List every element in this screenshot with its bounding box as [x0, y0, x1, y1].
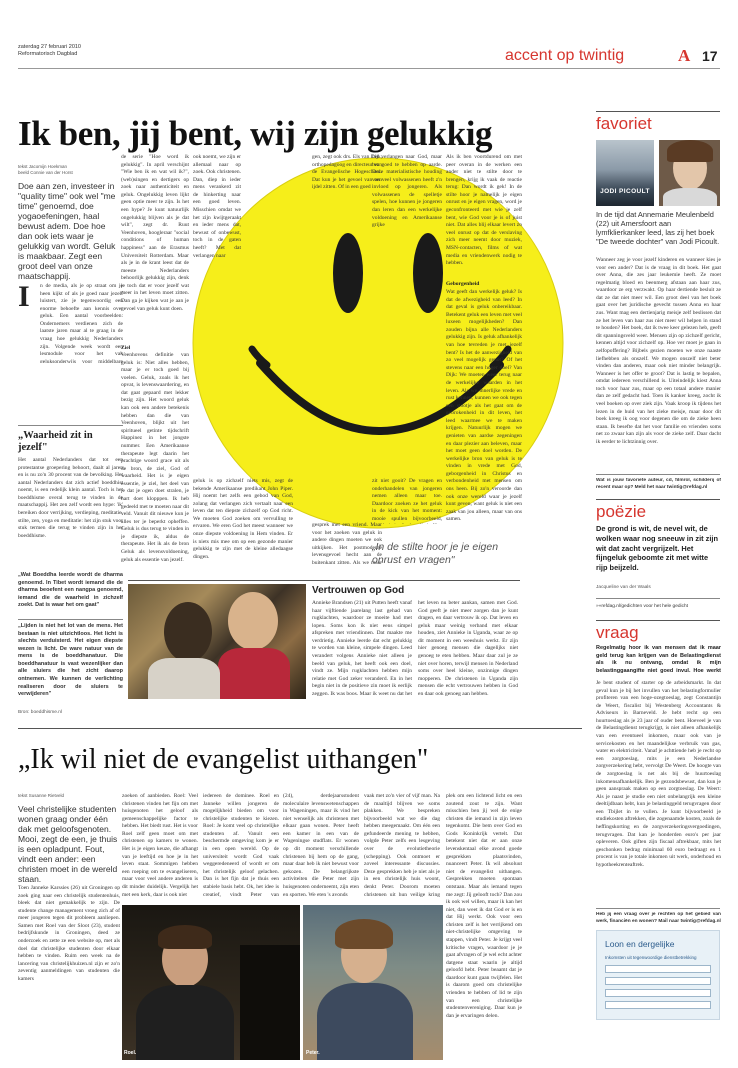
- quote-rule: [18, 619, 123, 620]
- vraag-footer-rule: [596, 908, 720, 909]
- byline-image: beeld Connie van der Horst: [18, 170, 73, 175]
- favoriet-footer-rule: [596, 474, 720, 475]
- col5-body2: zit niet gooit? De vragen en onderhandelen van jongeren nemen alleen maar toe. Daardoor zoeken ze het geluk in de kick van het moment: mooie spullen bijvoorbeeld,: [372, 478, 442, 522]
- header-paper: Reformatorisch Dagblad: [18, 51, 78, 57]
- tax-form-image: [596, 930, 720, 1020]
- poem-author: Jacqueline van der Waals: [596, 585, 651, 590]
- favoriet-body: Wanneer zeg je voor jezelf kinderen en wanneer kies je voor een ander? Dat is de vraag in dit boek. Het gaat over Anna, die zes jaar leukemie heeft. Ze moet regelmatig bloed en beenmerg afstaan aan haar zus, waardoor ze erg verzwakt. Op haar dertiende besluit ze dat ze dat niet meer wil. Een groot deel van het boek gaat over het juridische gevecht tussen Anna en haar zus. Want mag een dertienjarig meisje zelf beslissen dat ze het leven van haar zus niet meer wil helpen in stand te houden? Het boek, dat ik twee keer gelezen heb, geeft dit spanningsveld weer. Mensen zijn op zichzelf gericht, kennen altijd voor zichzelf op. Hoe ver moet je gaan in zelfopoffering? Bijbels gezien moeten we onze naaste liefhebben als onszelf. We mogen onszelf niet beter vinden dan anderen, maar ook niet minder belangrijk. Wanneer is het offer te groot? Dat is lastig te bepalen, omdat iedereen verschillend is. Uiteindelijk kiest Anna toch voor haar zus, maar op een totaal andere manier dan ze zelf gedacht had. Toen ik kanker kreeg, zocht ik veel boeken op over ziek zijn. Vaak kroop ik tijdens het lezen in de huid van het zieke meisje, maar door dit boek kreeg ik oog voor degenen die om de zieke heen staan. Ik besefte dat het voor familie en vrienden soms net zo zwaar kan zijn als voor de zieke zelf. Daar dacht ik eerder te lichtzinnig over.: [596, 257, 721, 445]
- poezie-rule: [596, 499, 720, 500]
- favoriet-title: favoriet: [596, 114, 652, 133]
- favoriet-intro: In de tijd dat Annemarie Meulenbeld (22) uit Amersfoort aan lymfklierkanker leed, las zij het boek "De tweede dochter" van Jodi Picoult.: [596, 210, 720, 247]
- vraag-footer: Heb jij een vraag over je rechten op het gebied van werk, financiën en wonen? Mail naar twintig@refdag.nl: [596, 912, 721, 924]
- col3-body2: geluk is op zichzelf niets mis, zegt de bekende Amerikaanse predikant John Piper. Hij noemt het zelfs een gebod van God, zolang dat verlangen zich vertaalt naar een leven dat ten diepste zichzelf op God richt. We moeten God zoeken om vervulling te ervaren. We eren God het meest wanneer we onze diepste voldoening in Hem vinden. Er is niets mis mee om op een gezonde manier gelukkig te zijn met de kleine alledaagse dingen.: [193, 478, 293, 560]
- vraag-rule: [596, 620, 720, 621]
- favoriet-footer: Wat is jouw favoriete auteur, cd, filmrol, schilderij of recent maar op? Meld het naar twintig@refdag.nl: [596, 478, 721, 490]
- subhead-ziel: Ziel: [121, 345, 131, 351]
- section-logo: A: [678, 46, 691, 65]
- second-col3: iedereen de dominee. Roel en Janneke willen jongeren de mogelijkheid bieden om voor christelijke studenten te kiezen. Roel: Je komt veel op christelijke studenten af. Vanuit een beschermde omgeving kom je er in een open wereld. Op de universiteit wordt God vaak weggeredeneerd of wordt er om het christelijk geloof gelachen. Dan is het fijn dat je thuis een stabiele basis hebt. Ok, het idee is creatief, vindt Peter van: [203, 793, 279, 898]
- caption-roel: Roel.: [124, 1050, 137, 1056]
- subhead-geborgenheid: Geborgenheid: [446, 281, 480, 287]
- pull-quote-stilte: „In de stilte hoor je je eigen onrust en vragen": [372, 541, 499, 567]
- col2-body: de serie "Hoe word ik gelukkig". In april verschijnt "Wie ben ik en wat wil ik?", (web)singen en dertigers op zoek naar authenticiteit en geluk. Ongelukkig leven lijkt geen optie meer te zijn. Is het een hype? Je kunt natuurlijk ongelukkig blijven als je dat wilt", zegt dr. Ruut Veenhoven, hoogleraar "social conditions of human happiness" aan de Erasmus Universiteit Rotterdam. Maar als je in de krant leest dat de meeste Nederlanders behoorlijk gelukkig zijn, denk je toch dat er voor jezelf wat meer in het leven moet zitten. Dan ga je kijken wat je aan je gevoel van geluk kunt doen.: [121, 154, 189, 312]
- vertrouwen-rule: [128, 580, 520, 581]
- quote-dharma: „Wat Boeddha leerde wordt de dharma genoemd. In Tibet wordt iemand die de dharma beoefent een nangpa genoemd, iemand die de waarheid in zichzelf zoekt. Dat is waar het om gaat": [18, 572, 123, 609]
- second-headline: „Ik wil niet de evangelist uithangen": [18, 744, 429, 775]
- col6-body2: Wat geeft dan werkelijk geluk? Is dat de afwezigheid van leed? In dat geval is geluk onbereikbaar. Betekent geluk een leven met veel luxeen mogelijkheden? Dan zouden bijna alle Nederlanders gelukkig zijn. Is geluk afhankelijk van hoe tevreden je met jezelf bent? Is het de aanwezigheid van zo veel mogelijk genot? Of het stevens naar een hoger doel? Van Dijk: We moeten weer terug naar de werkelijke waarden in het leven. Als we innerlijke vrede en rust kennen, kunnen we ook tegen een stootje als het gaat om de gebrokenheid in dit leven, het leed waarmee we te maken krijgen. Natuurlijk mogen we genieten van aardse zegeningen en daar plezier aan beleven, maar het moet geen doel worden. De werkelijke bron van geluk is te vinden in vrede met God, geborgenheid in Christus en verbondenheid met mensen om ons heen. Bij zo'n veroorde dan ook onze wereld waar je jezelf kunt geven, want geluk is niet een zaak van jou alleen, maar van ons samen.: [446, 289, 522, 523]
- section-title: accent op twintig: [505, 47, 625, 64]
- col1-body: n de media, als je op straat om je heen kijkt of als je goed naar jezelf luistert, zie je tegenwoordig een enorme behoefte aan kennis over geluk. Een aantal voorbeelden: Ondernemers verdienen zich de laatste jaren maar al te graag in de vraag hoe gelukkig Nederlanders zijn. Volgende week wordt een lesmodule voor het vak geluksonderwijs voor middelbare: [40, 283, 123, 363]
- col6-body: Als ik ben voortdurend om met peer overan in de werken een ander niet te stilte door te brengen, krijg ik vaak de reactie terug: Dan wordt ik gek! In de stilte hoor je namelijk je eigen onrust en je eigen vragen, word je geconfronteerd met wie je zelf bent, wie God voor je is of juist niet. Dat alles blij elkaar levert zo veel onrust op dat de verslaving zich meer neemt door muziek, MSN-contacten, films of wat media en vriendenwerk nodig te hebben.: [446, 154, 522, 267]
- col3-body: ook noemt, we zijn er allemaal naar op zoek. Ook christenen. Dan, diep in ieder mens verankerd zit de hinkerting naar een goed leven. Misschien omdat we het zijn kwijtgeraakt en ieder mens dat, bewust of onbewust, toch in de gaten heeft? Met dat verlangen naar: [193, 154, 241, 259]
- second-col6: plek om een lichtend licht en een zoutend zout te zijn. Want misschien ben jij wel de enige christen die iemand in zijn leven tegenkomt. Die bem over God en Gods Koninkrijk vertelt. Dat betekent niet dat er aan onze levenskentaal elke avond goede gesprekken plaatsvinden, nuanceert Peter. Ik wil absoluut niet de evangelist uithangen. Gesprekken moeten spontaan ontstaan. Maar als iemand tegen me zegt: Jij gelooft toch? Dan zou ik ook wel willen, maar ik kan het niet, dan weet ik dat God er is en dat Hij werkt. Ook voor een christen zelf is het verrijkend om niet-christelijke omgeving te stappen, vindt Peter. Je krijgt veel kritische vragen, waardoor je je gaat afvragen of je wel echt achter datgene staat waarin je altijd geloofd hebt. Peter beaamt dat je daardoor kunt gaan twijfelen. Het is daarom goed om christelijke vrienden te hebben of lid te zijn van een christelijke studentenvereniging. Daar kun je dan je ervaringen delen.: [446, 793, 522, 1019]
- header-date: zaterdag 27 februari 2010: [18, 44, 81, 50]
- vraag-lead: Regelmatig hoor ik van mensen dat ik maar geld terug kan krijgen van de Belastingdienst als ik nu ontvang, omdat ik mijn belastinggaangifte niet goed invul. Hoe werkt: [596, 645, 721, 674]
- vertrouwen-col2: het leven nu beter aankan, samen met God. God geeft je niet meer zorgen dan je kunt dragen, en daar vertrouw ik op. Dat leven en geluk maar weinig verband met elkaar houden, ziet Annieke in Uganda, waar ze op dit moment in een weeshuis werkt. Er zijn hier genoeg mensen die dagelijks niet genoeg te eten hebben. Maar daar zul je ze niet over horen, terwijl mensen in Nederland soms over heel kleine, onzinnige dingen mopperen. De christenen in Uganda zijn mensen die echt vertrouwen hebben in God en daar ook genoeg aan hebben.: [418, 600, 518, 697]
- subhead-rule: [18, 425, 123, 426]
- col5-body: het verlangen naar God, maar het goed te hebben op aarde. Deze materialistische houding van veel volwassenen heeft z'n invloed op jongeren. Als volwassenen de spelletje spelen, hoe kunnen je jongeren dan leren dan een werkelijke voldoening en Amerikaanse grijke: [372, 154, 442, 229]
- quote-source: Bron: boeddhisme.nl: [18, 710, 62, 715]
- vraag-title: vraag: [596, 623, 639, 642]
- header-rule: [18, 68, 720, 69]
- dropcap: I: [18, 280, 30, 313]
- col4-body2: gesprek met een vriend. Maar voor het zoeken van geluk in andere dingen moeten we ook uitkijken. Het postmoderne levensgevoel hecht aan de buitenkant zitten. Als we maar: [312, 522, 382, 566]
- col2-body2: Veenhovens definitie van geluk is: Niet alles hebben, maar je er toch goed bij voelen. Geluk, zoals ik het opvat, is levenswaardering, en dat gaat gepaard met lekker bezig zijn. Het woord geluk kan ook een andere betekenis hebben dan die van Veenhoven, blijkt uit het spiritueel getinte tijdschrift Happinez in het jongste nummer. Een Amerikaanse therapeute legt daarin het prachtige woord grace uit als de bron, de ziel, God of waarheid. Het is je eigen essentie, je ziel, het deel van je dat je ogen doet stralen, je hart doet klopppen. Ik heb gedeeld met te moeten naar dit veld. Vanuit dit nieuwe kun je alles ter je beperkt opheffen. Geluk is dus terug te vinden in je diepste ik, aldus de therapeute. Het ik als de bron: [121, 352, 189, 547]
- book-cover-image: [596, 140, 654, 206]
- photo-roel: [122, 905, 300, 1060]
- photo-peter: [303, 905, 443, 1060]
- caption-peter: Peter.: [306, 1050, 320, 1056]
- book-author: JODI PICOULT: [600, 188, 650, 195]
- second-col2: zoeken of aanbieden. Roel: Veel christenen vinden het fijn om met huisgenoten het geloof als gemeenschappelijke factor te hebben. Het biedt rust. Het is voor Roel zelf geen moet om met christenen op kamers te wonen. Het is je eigen keuze, die afhangt van je leeftijd en hoe je in het leven staat. Sommigen hebben een roeping om te evangeliseren, maar voor veel andere anderen is dit minder duidelijk. Vergelijk het met een kerk, daar is ook niet: [122, 793, 198, 898]
- form-title: Loon en dergelijke: [605, 939, 675, 949]
- vertrouwen-col1: Annieke Brandsen (21) uit Putten heeft vanaf haar vijftiende jaarelang last gehad van rugklachten, waardoor ze moeite had met lopen. Soms kon ik niet eens simpel afspreken met vriendinnen. Dat maakte me verdrietig. Annieke leerde dat echt gelukkig te worden van kleine, simpele dingen. Leed verandert volgens Annieke niet alleen je beeld van geluk, het heeft ook een doel, vindt ze. Mijn rugklachten hebben mijn relatie met God zeker veranderd. En in het begin niet in de positieve zin moet ik eerlijk zeggen. Ik was boos. Maar ik weet nu dat het: [312, 600, 412, 697]
- second-col1: Toen Janneke Karssies (26) uit Groningen op zoek ging naar een christelijk studentenhuis, bleek dat niet gemakkelijk te zijn. De studente change management vroeg zich af of meer jongeren tegen dit probleem aanliepen. Samen met Roel van der Sloot (23), student bedrijfskunde in Groningen, deed ze onderzoek en zette ze een website op, met als doel dat christelijke studenten door elkaar hebben te vinden. Ruim een week na de lancering van christelijkhuizen.nl zijn er zo'n zeventig aanmeldingen van studenten die kamers: [18, 885, 120, 982]
- second-byline: tekst Susanne Rietveld: [18, 793, 65, 798]
- poezie-title: poëzie: [596, 502, 647, 521]
- poezie-footer: »»refdag.nl/gedichten voor het hele gedicht: [596, 604, 689, 609]
- poezie-footer-rule: [596, 598, 720, 599]
- second-col4: (24), derdejaarsstudent moleculaire levenswetenschappen in Wageningen, maar ik vind het niet wenselijk als christenen met elkaar gaan wonen. Peter heeft een kamer in een van de Wageningse studflats. Er wonen op dit moment verschillende christenen bij hem op de gang, maar daar heb ik niet bewust voor gekozen. De belangrijkste activiteiten die Peter met zijn huisgenoten onderneemt, zijn eten en sporten. We eten 's avonds: [283, 793, 359, 898]
- poem-text: De grond is wit, de nevel wit, de wolken waar nog sneeuw in zit zijn wit dat zacht vergrijzelt. Het fijngeluk geboomte zit met witte rijp beijzeld.: [596, 524, 718, 573]
- photo-annieke: [128, 584, 306, 699]
- second-col5: vaak met zo'n vier of vijf man. Na de maaltijd blijven we soms plakken. We bespreken bijvoorbeeld wat we die dag hebben meegemaakt. Om één een gefundeerde mening te hebben, volgde Peter zelfs een lesgeving over de evolutietheorie (schepping). Ook ontmoet er zoveel interessante discussies. Deze gesprekken heb je niet als je in een christelijk huis woont, denkt Peter. Doorom moeten christenen uit hun veilige kring: [364, 793, 440, 898]
- page-number: 17: [702, 48, 718, 64]
- vraag-body: Je bent student of starter op de arbeidsmarkt. In dat geval kun je bij het invullen van het belastingformulier profiteren van een hoge-ozegtoeslag, zegt Constantijn de Weert, fiscalist bij Westenberg Accountants & Adviseurs in Barneveld. Je hebt recht op een huurtoeslag als je 23 jaar of ouder bent. Hoeveel je van de Belastingdienst terugkrijgt, is niet alleen afhankelijk van een eventueel inkomen, maar ook van je servicekosten en het maandelijkse verbruik van gas, water en elektriciteit. Vanaf je achttiende heb je recht op een zorgtoeslag, mits je een Nederlandse zorgverzekering hebt, vervolgt De Weert. De hoogte van de zorgtoeslag is net als bij de huurtoeslag inkomensafhankelijk. Ben je gezondsbewust, dan kun je geen aanspraak maken op een zorgtoeslag. De Weert: Als je naast je studie een niet onbelangrijk een kleine deeltijdbaan hebt, kun je belastinggeld terugvragen door een Tbijlet in te vullen. Je kunt bijvoorbeeld je studiekosten aftrekken, die zogenaamde kosten, zoals de heffingskorting en de zorgverzekeringsvergoedingen, terugvragen. Dat kan je honderden euro's per jaar opleveren. Ook giften zijn fiscaal aftrekbaar, mits het geschonken bedrag minimaal 60 euro bedraagt en 1 procent is van je totale inkomen uit werk, onderhoud en hypotheekrenteaftrek.: [596, 680, 721, 868]
- second-intro: Veel christelijke studenten wonen graag onder één dak met geloofsgenoten. Mooi, zegt de een, je thuis is een opladpunt. Fout, vindt een ander: een christen moet in de wereld staan.: [18, 804, 118, 885]
- form-line: Inkomsten uit tegenwoordige dienstbetrekking: [605, 955, 697, 960]
- byline-text: tekst Jacomijn Hoekman: [18, 164, 68, 169]
- vertrouwen-title: Vertrouwen op God: [312, 585, 405, 596]
- col1-body2: Het aantal Nederlanders dat tot een protestantse groepering behoort, daalt al jaren en is nu zo'n 30 procent van de bevolking. Het aantal Nederlanders dat zich actief boeddhist noemt, is een redelijk klein aantal. Toch is het boeddhisme overal terug te vinden in de maatschappij. Het zen zelf wordt een hype: 'ik' bereiken door verrijking, verdieping, meditatie, stilte, zen, yoga en meditatie: het zijn stuk voor stuk termen die terug te vinden zijn in het boeddhisme.: [18, 457, 123, 539]
- subhead-waarheid: „Waarheid zit in jezelf": [18, 430, 93, 453]
- quote-lijden: „Lijden is niet het lot van de mens. Het bestaan is niet uitzichtloos. Het licht is slechts verduisterd. Het eigen diepste wezen is licht. De ware natuur van de mens is de boeddhanatuur. Die boeddhanatuur is vast wezenlijker dan alle sluiers die het zicht daarop ontnemen. We kunnen de verlichting realiseren door de sluiers te verwijderen": [18, 623, 123, 698]
- portrait-annemarie: [659, 140, 720, 206]
- col2-body3: Geluk als levensvoldoening, geluk als essentie van jezelf.: [121, 549, 189, 563]
- article-intro: Doe aan zen, investeer in "quality time" ook wel "me time" genoemd, doe yogaoefeningen, haal bewust adem. Doe hoe dan ook iets waar je gelukkig van wordt. Geluk is maakbaar. Zegt een groot deel van onze maatschappij.: [18, 181, 116, 282]
- second-article-rule: [18, 728, 582, 729]
- main-headline: Ik ben, jij bent, wij zijn gelukkig: [18, 114, 493, 153]
- col4-body: gen, zegt ook drs. Els van Dijk, orthopedagoog en directeur van de Evangelische Hogeschool. Dat kun je het gevoel van een ijdel zitten. Of in een goed: [312, 154, 382, 190]
- sidebar-top-rule: [596, 111, 720, 112]
